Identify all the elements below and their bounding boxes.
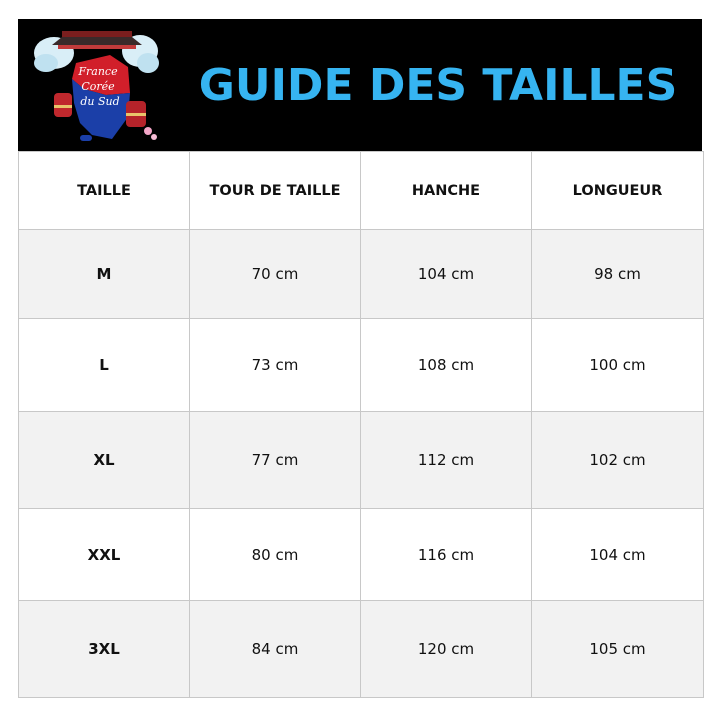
column-header-hip: HANCHE — [361, 152, 532, 230]
length-cell: 102 cm — [532, 412, 704, 509]
length-cell: 105 cm — [532, 601, 704, 698]
hip-cell: 112 cm — [361, 412, 532, 509]
header-banner — [18, 19, 702, 151]
brand-logo — [32, 23, 162, 149]
size-cell: XXL — [19, 509, 190, 601]
size-cell: L — [19, 319, 190, 412]
table-row — [19, 412, 704, 509]
table-header-row — [19, 152, 704, 230]
korea-palace-map-icon — [32, 23, 162, 149]
hip-cell: 116 cm — [361, 509, 532, 601]
svg-text:France: France — [78, 65, 118, 78]
table-row — [19, 230, 704, 319]
column-header-waist: TOUR DE TAILLE — [190, 152, 361, 230]
size-chart-table — [18, 151, 704, 698]
waist-cell: 84 cm — [190, 601, 361, 698]
size-cell: XL — [19, 412, 190, 509]
hip-cell: 108 cm — [361, 319, 532, 412]
waist-cell: 70 cm — [190, 230, 361, 319]
svg-text:Corée: Corée — [81, 80, 115, 93]
length-cell: 100 cm — [532, 319, 704, 412]
waist-cell: 80 cm — [190, 509, 361, 601]
table-row — [19, 509, 704, 601]
length-cell: 104 cm — [532, 509, 704, 601]
svg-text:du Sud: du Sud — [80, 95, 120, 108]
column-header-size: TAILLE — [19, 152, 190, 230]
table-row — [19, 601, 704, 698]
hip-cell: 104 cm — [361, 230, 532, 319]
size-cell: M — [19, 230, 190, 319]
page-title: GUIDE DES TAILLES — [198, 59, 678, 111]
waist-cell: 77 cm — [190, 412, 361, 509]
waist-cell: 73 cm — [190, 319, 361, 412]
size-cell: 3XL — [19, 601, 190, 698]
table-row — [19, 319, 704, 412]
length-cell: 98 cm — [532, 230, 704, 319]
column-header-length: LONGUEUR — [532, 152, 704, 230]
hip-cell: 120 cm — [361, 601, 532, 698]
